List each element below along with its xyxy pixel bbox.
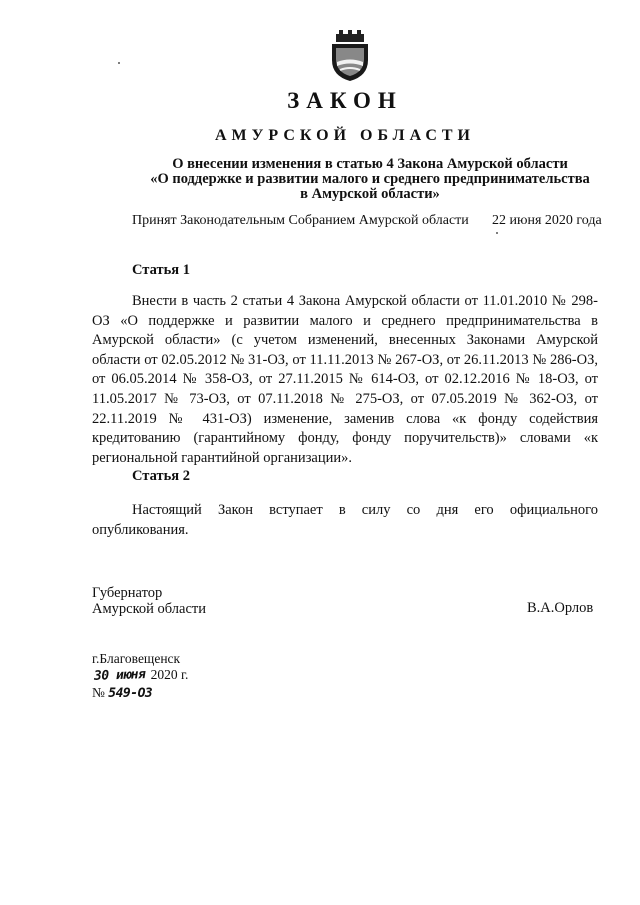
signer-name: В.А.Орлов — [527, 600, 594, 616]
number-prefix: № — [92, 685, 105, 700]
signing-date — [92, 667, 188, 683]
article-2-text: Настоящий Закон вступает в силу со дня его официального опубликования. — [92, 502, 598, 538]
signer-position-line: Губернатор — [92, 585, 163, 601]
law-number — [92, 685, 152, 701]
adopted-by: Принят Законодательным Собранием Амурской области — [132, 213, 469, 228]
document-subject — [100, 157, 640, 202]
document-region: АМУРСКОЙ ОБЛАСТИ — [215, 127, 475, 144]
document-title: ЗАКОН — [287, 88, 403, 113]
article-2-heading: Статья 2 — [132, 468, 190, 484]
subject-line: О внесении изменения в статью 4 Закона Амурской области — [172, 156, 568, 172]
amur-region-coat-of-arms-icon — [328, 30, 372, 82]
subject-line: в Амурской области» — [300, 186, 440, 202]
handwritten-date: 30 июня — [93, 667, 146, 684]
subject-line: «О поддержке и развитии малого и среднего предпринимательства — [150, 171, 590, 187]
scan-speck — [496, 232, 498, 234]
place-of-signing: г.Благовещенск — [92, 651, 181, 666]
article-1-heading: Статья 1 — [132, 262, 190, 278]
article-1-text: Внести в часть 2 статьи 4 Закона Амурской области от 11.01.2010 № 298-ОЗ «О поддержке и развитии малого и среднего предпринимательства в Амурской области» (с учетом изменений, внесенных Законами Амурской области от 02.05.2012 № 31-ОЗ, от 11.11.2013 № 267-ОЗ, от 26.11.2013 № 286-ОЗ, от 06.05.2014 № 358-ОЗ, от 27.11.2015 № 614-ОЗ, от 02.12.2016 № 18-ОЗ, от 11.05.2017 № 73-ОЗ, от 07.11.2018 № 275-ОЗ, от 07.05.2019 № 362-ОЗ, от 22.11.2019 № 431-ОЗ) изменение, заменив слова «к фонду содействия кредитованию (гарантийному фонду, фонду поручительств)» словами «к региональной гарантийной организации». — [92, 293, 598, 466]
adopted-date: 22 июня 2020 года — [492, 213, 602, 228]
handwritten-number: 549-ОЗ — [108, 686, 153, 701]
signing-year: 2020 г. — [150, 667, 189, 682]
signer-position — [92, 585, 206, 617]
signer-position-line: Амурской области — [92, 601, 206, 617]
scan-speck — [118, 62, 120, 64]
